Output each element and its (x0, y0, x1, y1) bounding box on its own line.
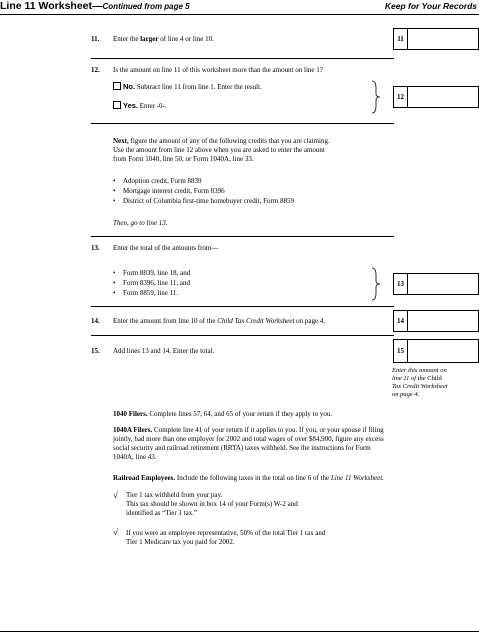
railroad-heading (113, 474, 384, 483)
page-header (0, 0, 479, 14)
line13-number: 13. (91, 244, 100, 252)
filers-1040 (113, 410, 332, 419)
railroad-text: Include the following taxes in the total on line 6 of the (175, 474, 331, 482)
line12-number: 12. (91, 66, 100, 74)
line11-box-label: 11 (394, 29, 408, 49)
line14-number: 14. (91, 317, 100, 325)
filers-1040a-line3: social security and railroad retirement (RRTA) taxes withheld. See the instructions for Form (113, 444, 371, 452)
railroad-ital: Line 11 Worksheet. (330, 474, 384, 482)
railroad-check-2: √ (113, 527, 118, 537)
yes-label: Yes. (123, 101, 139, 110)
line13-text: Enter the total of the amounts from— (113, 244, 219, 252)
note-child-word: Child (427, 375, 442, 382)
line13-box-label: 13 (394, 274, 408, 294)
filers-1040a-line2: jointly, had more than one employer for 2002 and total wages of over $84,900, figure any excess (113, 435, 384, 443)
yes-checkbox[interactable] (113, 101, 121, 109)
worksheet-title (0, 0, 190, 12)
railroad-item2-line1: If you were an employee representative, 50% of the total Tier 1 tax and (126, 529, 326, 537)
line13-bullet-1: • (113, 269, 116, 277)
footer-rule (0, 631, 479, 632)
line12-entry-box[interactable] (393, 86, 479, 108)
bullet-1: • (113, 177, 116, 185)
next-para-line3: from Form 1040, line 50, or Form 1040A, line 33. (113, 155, 254, 163)
next-para-line1 (113, 137, 330, 146)
line13-item-text-1: Form 8839, line 18, and (123, 269, 191, 277)
railroad-item1-line3: identified as “Tier 1 tax.” (126, 509, 198, 517)
line11-entry-box[interactable] (393, 28, 479, 50)
keep-records-text: Keep for Your Records (384, 1, 477, 11)
credit-text-2: Mortgage interest credit, Form 8396 (123, 187, 225, 195)
credit-item-2 (113, 187, 225, 196)
line13-item-3 (113, 289, 178, 298)
line13-bullet-2: • (113, 279, 116, 287)
line15-number: 15. (91, 347, 100, 355)
line14-text-ital: Child Tax Credit Worksheet (217, 317, 295, 325)
line13-brace (371, 267, 381, 301)
rule-before-line13 (91, 236, 394, 237)
no-text: Subtract line 11 from line 1. Enter the result. (136, 83, 262, 91)
line15-text: Add lines 13 and 14. Enter the total. (113, 347, 215, 355)
line12-brace (371, 80, 381, 114)
rule-after-line11 (91, 58, 394, 59)
filers-1040a-line1-text: Complete line 41 of your return if it applies to you. If you, or your spouse if filing (152, 426, 384, 434)
note-line-2 (392, 375, 448, 383)
note-line-1: Enter this amount on (392, 367, 447, 374)
bullet-3: • (113, 197, 116, 205)
next-para-line2: Use the amount from line 12 above when you are asked to enter the amount (113, 146, 325, 154)
rule-after-line12 (91, 123, 394, 124)
railroad-check-1: √ (113, 490, 118, 500)
rule-after-line14 (91, 335, 394, 336)
filers-1040a-bold: 1040A Filers. (113, 426, 153, 434)
line14-text-post: on page 4. (294, 317, 326, 325)
line11-text-post: of line 4 or line 10. (158, 35, 214, 43)
line14-entry-box[interactable] (393, 310, 479, 332)
line14-text-pre: Enter the amount from line 10 of the (113, 317, 218, 325)
note-line-2-text: line 11 of the (392, 375, 426, 382)
filers-1040-text: Complete lines 57, 64, and 65 of your return if they apply to you. (147, 410, 333, 418)
filers-1040a-line4: 1040A, line 43. (113, 453, 157, 461)
credit-item-1 (113, 177, 202, 186)
yes-text: Enter -0-. (139, 102, 167, 110)
continued-text: Continued from page 5 (102, 2, 190, 11)
note-line-3: Tax Credit Worksheet (392, 383, 448, 390)
line12-no-option (113, 82, 262, 92)
line15-entry-box[interactable] (393, 339, 479, 363)
credit-text-3: District of Columbia first-time homebuyer credit, Form 8859 (123, 197, 295, 205)
line13-bullet-3: • (113, 289, 116, 297)
credit-text-1: Adoption credit, Form 8839 (123, 177, 202, 185)
line12-box-label: 12 (394, 87, 408, 107)
line13-entry-box[interactable] (393, 273, 479, 295)
line11-number: 11. (91, 35, 100, 43)
title-text: Line 11 Worksheet (0, 0, 93, 12)
title-dash: — (92, 0, 103, 12)
railroad-item1-line1: Tier 1 tax withheld from your pay. (126, 491, 223, 499)
no-checkbox[interactable] (113, 82, 121, 90)
railroad-item2-line2: Tier 1 Medicare tax you paid for 2002. (126, 538, 235, 546)
line13-item-text-2: Form 8396, line 11, and (123, 279, 191, 287)
header-rule (0, 14, 479, 15)
line11-text (113, 35, 214, 44)
bullet-2: • (113, 187, 116, 195)
line11-text-bold: larger (140, 35, 159, 43)
then-go-to-line13: Then, go to line 13. (113, 219, 168, 227)
note-line-4: on page 4. (392, 391, 420, 398)
line11-text-pre: Enter the (113, 35, 141, 43)
filers-1040-bold: 1040 Filers. (113, 410, 148, 418)
line13-item-2 (113, 279, 190, 288)
rule-after-line13 (91, 306, 394, 307)
line12-yes-option (113, 101, 167, 111)
railroad-bold: Railroad Employees. (113, 474, 176, 482)
line13-item-text-3: Form 8859, line 11. (123, 289, 179, 297)
railroad-item1-line2: This tax should be shown in box 14 of your Form(s) W-2 and (126, 500, 298, 508)
line12-question: Is the amount on line 11 of this worksheet more than the amount on line 1? (113, 66, 323, 74)
no-label: No. (123, 82, 136, 91)
line14-box-label: 14 (394, 311, 408, 331)
next-bold: Next, (113, 137, 129, 145)
next-line1-text: figure the amount of any of the following credits that you are claiming. (128, 137, 330, 145)
line13-item-1 (113, 269, 190, 278)
line15-box-label: 15 (394, 340, 408, 362)
credit-item-3 (113, 197, 294, 206)
filers-1040a-line1 (113, 426, 384, 435)
line15-note (392, 367, 448, 399)
line14-text (113, 317, 325, 326)
